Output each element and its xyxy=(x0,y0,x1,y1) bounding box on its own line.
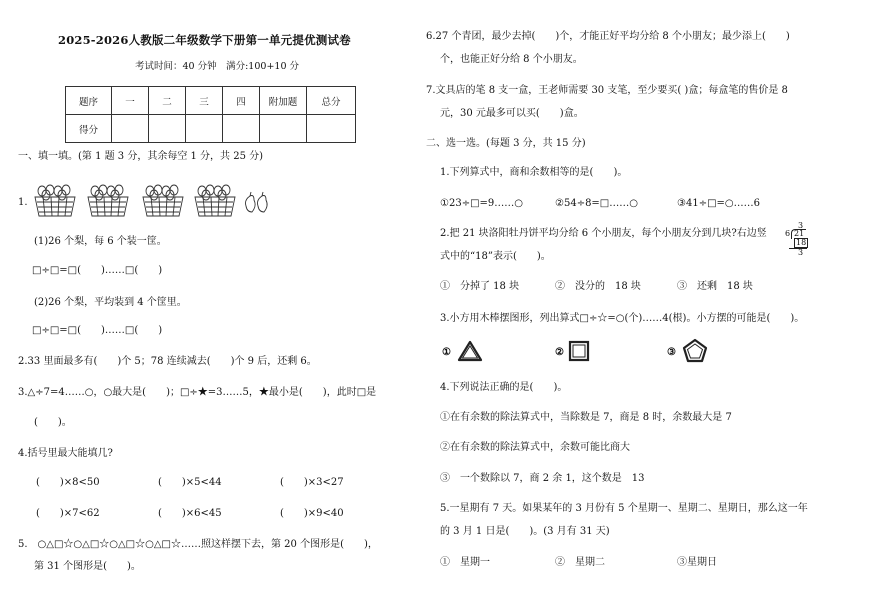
table-header-cell: 二 xyxy=(149,87,186,115)
choice-5-option[interactable]: ② 星期二 xyxy=(555,557,605,568)
division-remainder: 3 xyxy=(798,248,804,257)
question-3-line2: ( )。 xyxy=(34,417,72,428)
choice-3-label[interactable]: ③ xyxy=(667,347,676,358)
table-header-cell: 题序 xyxy=(66,87,112,115)
question-4-item: ( )×7<62 xyxy=(36,508,100,519)
choice-1-option[interactable]: ③41÷□=○……6 xyxy=(677,198,760,209)
choice-5-option[interactable]: ① 星期一 xyxy=(440,557,490,568)
choice-2-line2: 式中的“18”表示( )。 xyxy=(440,251,551,262)
question-4-item: ( )×5<44 xyxy=(158,477,222,488)
score-table xyxy=(65,86,356,143)
table-header-cell: 一 xyxy=(112,87,149,115)
choice-1-option[interactable]: ①23÷□=9……○ xyxy=(440,198,523,209)
square-icon xyxy=(568,340,590,362)
question-1a: (1)26 个梨，每 6 个装一筐。 xyxy=(34,236,167,247)
choice-3-label[interactable]: ② xyxy=(555,347,564,358)
question-4-item: ( )×9<40 xyxy=(280,508,344,519)
choice-2-option[interactable]: ② 没分的 18 块 xyxy=(555,281,641,292)
choice-1-option[interactable]: ②54÷8=□……○ xyxy=(555,198,638,209)
section-2-heading: 二、选一选。(每题 3 分，共 15 分) xyxy=(426,138,586,149)
table-header-cell: 三 xyxy=(186,87,223,115)
choice-4-option[interactable]: ③ 一个数除以 7，商 2 余 1，这个数是 13 xyxy=(440,473,645,484)
question-1b: (2)26 个梨，平均装到 4 个筐里。 xyxy=(34,297,187,308)
choice-5-line2: 的 3 月 1 日是( )。(3 月有 31 天) xyxy=(440,526,610,537)
division-divisor: 6 xyxy=(785,229,791,238)
question-5-line2: 第 31 个图形是( )。 xyxy=(34,561,141,572)
division-product: 18 xyxy=(796,238,807,247)
question-4-item: ( )×3<27 xyxy=(280,477,344,488)
exam-info: 考试时间：40 分钟 满分:100+10 分 xyxy=(135,61,300,72)
score-cell[interactable] xyxy=(186,115,223,143)
choice-2-option[interactable]: ③ 还剩 18 块 xyxy=(677,281,753,292)
question-1b-equation: □÷□=□( )……□( ) xyxy=(32,325,163,336)
question-4: 4.括号里最大能填几? xyxy=(18,448,113,459)
choice-3: 3.小方用木棒摆图形，列出算式□÷☆=○(个)……4(根)。小方摆的可能是( )。 xyxy=(440,313,805,324)
score-cell[interactable] xyxy=(149,115,186,143)
choice-3-label[interactable]: ① xyxy=(442,347,451,358)
question-5-line1: 5. ○△□☆○△□☆○△□☆○△□☆……照这样摆下去，第 20 个图形是( )， xyxy=(18,539,378,550)
triangle-icon xyxy=(457,340,483,362)
table-header-cell: 总分 xyxy=(307,87,356,115)
choice-2-line1: 2.把 21 块洛阳牡丹饼平均分给 6 个小朋友，每个小朋友分到几块?右边竖 xyxy=(440,228,767,239)
score-cell[interactable] xyxy=(223,115,260,143)
choice-4: 4.下列说法正确的是( )。 xyxy=(440,382,568,393)
score-cell[interactable] xyxy=(112,115,149,143)
question-2: 2.33 里面最多有( )个 5；78 连续减去( )个 9 后，还剩 6。 xyxy=(18,356,317,367)
question-6-line1: 6.27 个青团，最少去掉( )个，才能正好平均分给 8 个小朋友；最少添上( ) xyxy=(426,31,790,42)
division-quotient: 3 xyxy=(798,221,804,230)
choice-5-line1: 5.一星期有 7 天。如果某年的 3 月份有 5 个星期一、星期二、星期日，那么这一年 xyxy=(440,503,808,514)
question-7-line1: 7.文具店的笔 8 支一盒，王老师需要 30 支笔，至少要买( )盒；每盒笔的售价是 8 xyxy=(426,85,788,96)
table-row xyxy=(66,115,356,143)
choice-5-option[interactable]: ③星期日 xyxy=(677,557,717,568)
score-cell[interactable] xyxy=(260,115,307,143)
choice-1: 1.下列算式中，商和余数相等的是( )。 xyxy=(440,167,628,178)
question-4-item: ( )×8<50 xyxy=(36,477,100,488)
question-4-item: ( )×6<45 xyxy=(158,508,222,519)
score-cell[interactable] xyxy=(307,115,356,143)
table-row-label: 得分 xyxy=(66,115,112,143)
question-1a-equation: □÷□=□( )……□( ) xyxy=(32,265,163,276)
question-7-line2: 元，30 元最多可以买( )盒。 xyxy=(440,108,584,119)
page-title: 2025-2026人教版二年级数学下册第一单元提优测试卷 xyxy=(58,33,351,47)
division-dividend: 21 xyxy=(794,229,805,238)
choice-4-option[interactable]: ①在有余数的除法算式中，当除数是 7，商是 8 时，余数最大是 7 xyxy=(440,412,732,423)
table-header-cell: 附加题 xyxy=(260,87,307,115)
choice-2-option[interactable]: ① 分掉了 18 块 xyxy=(440,281,520,292)
choice-4-option[interactable]: ②在有余数的除法算式中，余数可能比商大 xyxy=(440,442,630,453)
pear-baskets-icon xyxy=(34,184,279,218)
pentagon-icon xyxy=(682,338,708,364)
question-1-number: 1. xyxy=(18,197,28,208)
section-1-heading: 一、填一填。(第 1 题 3 分，其余每空 1 分，共 25 分) xyxy=(18,151,264,162)
question-3-line1: 3.△÷7=4……○，○最大是( )；□÷★=3……5，★最小是( )，此时□是 xyxy=(18,387,377,398)
table-row xyxy=(66,87,356,115)
table-header-cell: 四 xyxy=(223,87,260,115)
question-6-line2: 个，也能正好分给 8 个小朋友。 xyxy=(440,54,583,65)
